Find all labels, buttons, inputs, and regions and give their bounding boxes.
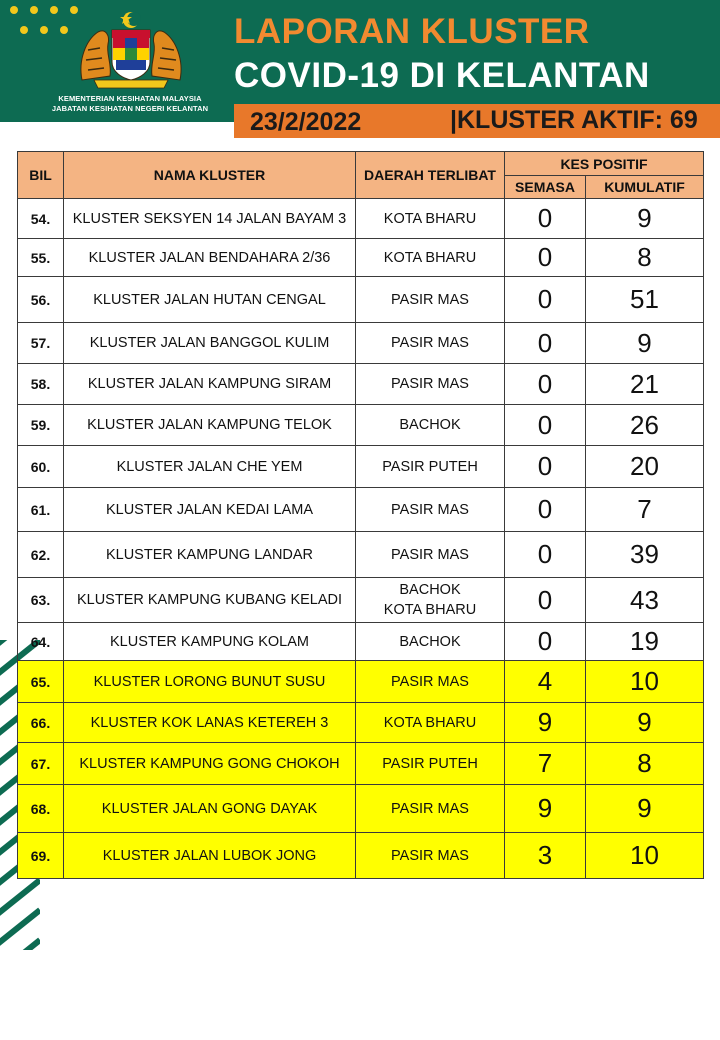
cell-district: PASIR MAS [356,488,505,532]
table-body [18,199,704,879]
cell-cluster-name: KLUSTER JALAN CHE YEM [64,446,356,488]
cell-bil: 60. [18,446,64,488]
cell-district: PASIR PUTEH [356,743,505,785]
cell-active-cases: 0 [505,446,586,488]
cell-cumulative-cases: 10 [586,661,704,703]
table-row [18,323,704,364]
cell-active-cases: 9 [505,703,586,743]
col-header-semasa: SEMASA [505,176,586,199]
col-header-daerah: DAERAH TERLIBAT [356,152,505,199]
cell-cumulative-cases: 21 [586,364,704,405]
cell-cumulative-cases: 7 [586,488,704,532]
cell-bil: 58. [18,364,64,405]
cell-cluster-name: KLUSTER JALAN HUTAN CENGAL [64,277,356,323]
table-row [18,833,704,879]
cell-active-cases: 0 [505,323,586,364]
cell-cumulative-cases: 8 [586,239,704,277]
table-row [18,446,704,488]
cell-district: PASIR MAS [356,833,505,879]
cell-cumulative-cases: 10 [586,833,704,879]
cell-bil: 68. [18,785,64,833]
active-cluster-count: |KLUSTER AKTIF: 69 [450,106,698,134]
cell-cluster-name: KLUSTER JALAN KAMPUNG SIRAM [64,364,356,405]
page-title: LAPORAN KLUSTER [234,12,590,51]
col-header-kumulatif: KUMULATIF [586,176,704,199]
table-row [18,785,704,833]
report-date: 23/2/2022 [250,108,362,136]
cell-cumulative-cases: 9 [586,323,704,364]
table-row [18,277,704,323]
cell-cluster-name: KLUSTER KOK LANAS KETEREH 3 [64,703,356,743]
cell-cumulative-cases: 9 [586,703,704,743]
cell-district: PASIR MAS [356,277,505,323]
cell-district: BACHOK KOTA BHARU [356,578,505,623]
cell-cumulative-cases: 19 [586,623,704,661]
table-row [18,364,704,405]
cell-bil: 56. [18,277,64,323]
page-subtitle: COVID-19 DI KELANTAN [234,56,650,95]
cell-active-cases: 0 [505,239,586,277]
cell-district: KOTA BHARU [356,703,505,743]
cell-district: KOTA BHARU [356,199,505,239]
cell-active-cases: 0 [505,578,586,623]
cell-cluster-name: KLUSTER LORONG BUNUT SUSU [64,661,356,703]
cell-cluster-name: KLUSTER SEKSYEN 14 JALAN BAYAM 3 [64,199,356,239]
cell-active-cases: 0 [505,488,586,532]
cell-active-cases: 0 [505,405,586,446]
cell-bil: 64. [18,623,64,661]
cell-bil: 67. [18,743,64,785]
cell-cluster-name: KLUSTER JALAN LUBOK JONG [64,833,356,879]
cell-bil: 59. [18,405,64,446]
table-row [18,532,704,578]
org-name-ministry: KEMENTERIAN KESIHATAN MALAYSIA [58,94,202,103]
cell-bil: 54. [18,199,64,239]
cell-bil: 66. [18,703,64,743]
cell-cluster-name: KLUSTER JALAN BENDAHARA 2/36 [64,239,356,277]
cell-bil: 69. [18,833,64,879]
cell-active-cases: 0 [505,199,586,239]
table-row [18,661,704,703]
cell-district: PASIR MAS [356,661,505,703]
cell-district: PASIR MAS [356,364,505,405]
cell-cumulative-cases: 26 [586,405,704,446]
cell-active-cases: 3 [505,833,586,879]
cell-bil: 55. [18,239,64,277]
org-name-department: JABATAN KESIHATAN NEGERI KELANTAN [51,104,209,113]
cell-bil: 61. [18,488,64,532]
cell-cluster-name: KLUSTER KAMPUNG LANDAR [64,532,356,578]
table-row [18,199,704,239]
cell-cluster-name: KLUSTER JALAN KAMPUNG TELOK [64,405,356,446]
cell-active-cases: 4 [505,661,586,703]
table-row [18,703,704,743]
cell-district: KOTA BHARU [356,239,505,277]
table-row [18,743,704,785]
cell-bil: 62. [18,532,64,578]
cell-active-cases: 0 [505,532,586,578]
cell-cluster-name: KLUSTER KAMPUNG KOLAM [64,623,356,661]
cell-district: BACHOK [356,405,505,446]
cell-district: PASIR MAS [356,323,505,364]
cell-cluster-name: KLUSTER KAMPUNG GONG CHOKOH [64,743,356,785]
cell-cumulative-cases: 39 [586,532,704,578]
cell-cluster-name: KLUSTER JALAN KEDAI LAMA [64,488,356,532]
cell-active-cases: 0 [505,364,586,405]
col-header-bil: BIL [18,152,64,199]
cell-cumulative-cases: 43 [586,578,704,623]
cell-cumulative-cases: 9 [586,785,704,833]
cell-active-cases: 7 [505,743,586,785]
col-header-kes-positif: KES POSITIF [505,152,704,176]
cell-district: PASIR MAS [356,785,505,833]
cell-cluster-name: KLUSTER KAMPUNG KUBANG KELADI [64,578,356,623]
cell-cumulative-cases: 8 [586,743,704,785]
cell-cumulative-cases: 9 [586,199,704,239]
cell-cumulative-cases: 51 [586,277,704,323]
cluster-table [17,151,704,879]
cell-bil: 63. [18,578,64,623]
table-row [18,488,704,532]
cell-district: PASIR MAS [356,532,505,578]
cell-cumulative-cases: 20 [586,446,704,488]
table-row [18,405,704,446]
cell-active-cases: 9 [505,785,586,833]
cell-district: BACHOK [356,623,505,661]
table-row [18,578,704,623]
table-row [18,239,704,277]
col-header-nama: NAMA KLUSTER [64,152,356,199]
cell-bil: 57. [18,323,64,364]
table-row [18,623,704,661]
cell-bil: 65. [18,661,64,703]
cell-cluster-name: KLUSTER JALAN GONG DAYAK [64,785,356,833]
cell-active-cases: 0 [505,623,586,661]
decorative-dots [10,6,80,36]
cell-active-cases: 0 [505,277,586,323]
cell-cluster-name: KLUSTER JALAN BANGGOL KULIM [64,323,356,364]
coat-of-arms-icon [76,10,186,90]
cell-district: PASIR PUTEH [356,446,505,488]
